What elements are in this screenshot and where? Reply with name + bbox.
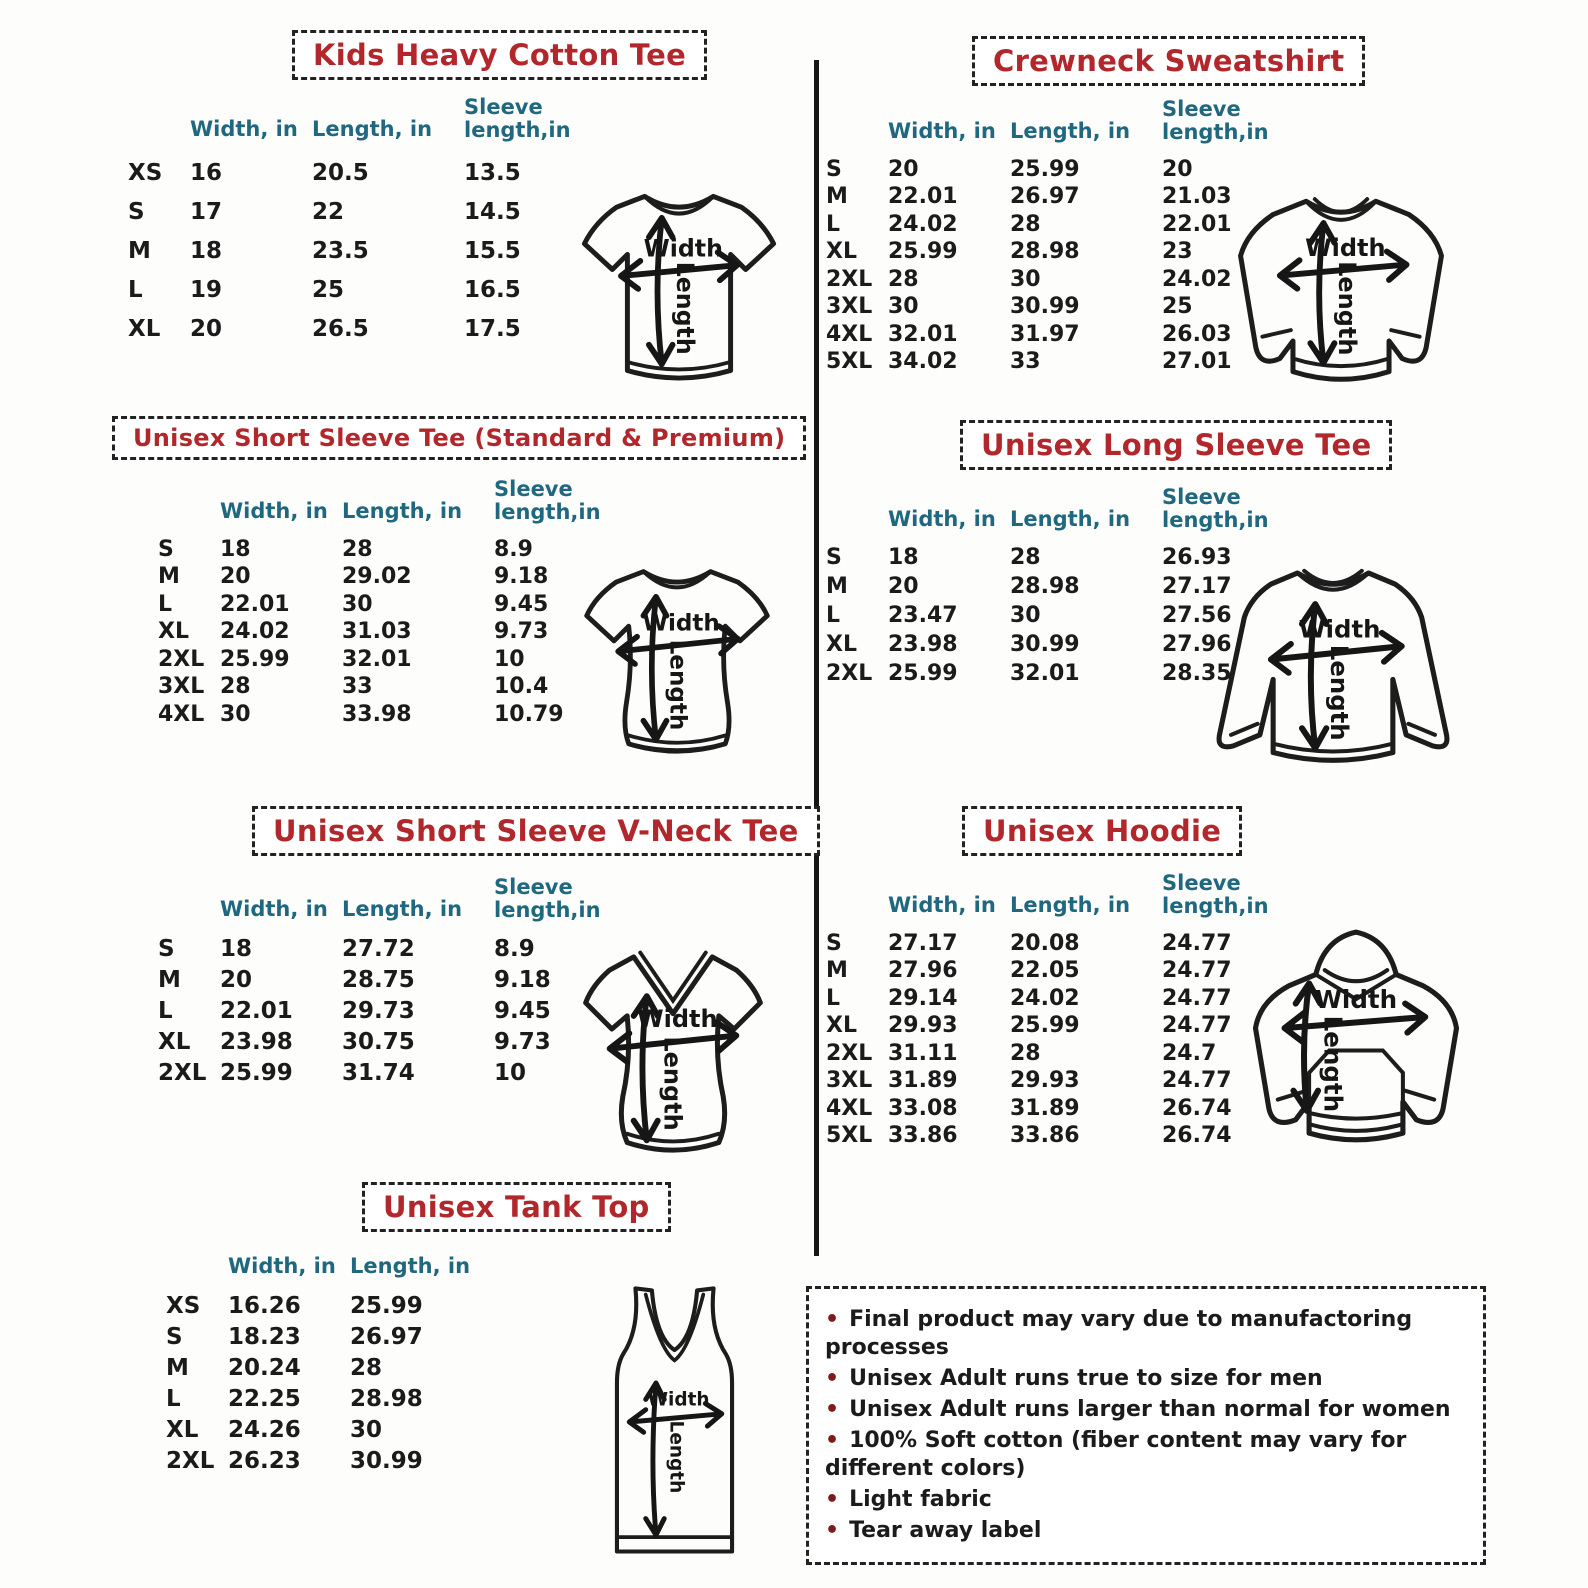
table-row: [128, 231, 594, 270]
measurement-value: 17: [190, 198, 223, 225]
note-text: Tear away label: [849, 1518, 1042, 1543]
measurement-value: 22.25: [228, 1385, 301, 1412]
note-text: 100% Soft cotton (fiber content may vary for different colors): [825, 1428, 1407, 1481]
measurement-value: 24.02: [888, 211, 958, 237]
col-header-size: [166, 1254, 228, 1290]
measurement-value: 23.47: [888, 603, 958, 629]
bullet-icon: •: [825, 1397, 840, 1422]
measurement-value: 24.77: [1162, 1013, 1232, 1039]
width-label: Width: [637, 1004, 718, 1033]
measurement-value: 22.01: [220, 997, 293, 1024]
measurement-value: 25.99: [220, 1059, 293, 1086]
size-label: L: [158, 997, 173, 1024]
table-row: [166, 1414, 502, 1445]
size-label: M: [158, 966, 181, 993]
size-label: S: [826, 930, 842, 956]
size-label: 3XL: [826, 1068, 873, 1094]
size-label: M: [826, 958, 848, 984]
size-label: L: [166, 1385, 181, 1412]
measurement-value: 29.73: [342, 997, 415, 1024]
width-label: Width: [1305, 233, 1386, 262]
measurement-value: 34.02: [888, 349, 958, 375]
measurement-value: 28: [888, 266, 919, 292]
col-header-sleeve: Sleeve length,in: [494, 477, 601, 524]
measurement-value: 30: [1010, 266, 1041, 292]
length-label: Length: [670, 261, 699, 355]
size-label: S: [826, 156, 842, 182]
measurement-value: 14.5: [464, 198, 521, 225]
bullet-icon: •: [825, 1366, 840, 1391]
measurement-value: 26.93: [1162, 545, 1232, 571]
measurement-value: 29.14: [888, 985, 958, 1011]
measurement-value: 22: [312, 198, 345, 225]
measurement-value: 28.98: [350, 1385, 423, 1412]
measurement-value: 25.99: [1010, 1013, 1080, 1039]
table-row: [128, 270, 594, 309]
measurement-value: 31.11: [888, 1040, 958, 1066]
measurement-value: 20: [220, 966, 253, 993]
col-header-length: Length, in: [1010, 507, 1131, 532]
measurement-value: 22.01: [1162, 211, 1232, 237]
measurement-value: 28: [220, 674, 251, 700]
measurement-value: 28: [342, 536, 373, 562]
measurement-value: 28: [1010, 545, 1041, 571]
measurement-value: 32.01: [342, 646, 412, 672]
size-label: XL: [158, 1028, 191, 1055]
measurement-value: 20: [1162, 156, 1193, 182]
measurement-value: 23.98: [220, 1028, 293, 1055]
measurement-value: 22.01: [220, 591, 290, 617]
measurement-value: 23.5: [312, 237, 369, 264]
measurement-value: 31.89: [1010, 1095, 1080, 1121]
note-item: [825, 1306, 1467, 1362]
width-label: Width: [1314, 985, 1398, 1015]
col-header-sleeve: Sleeve length,in: [464, 95, 571, 142]
size-label: 2XL: [826, 266, 873, 292]
measurement-value: 23: [1162, 239, 1193, 265]
unisex-tee-illustration: [548, 538, 806, 790]
measurement-value: 26.74: [1162, 1095, 1232, 1121]
measurement-value: 20: [888, 156, 919, 182]
measurement-value: 28.75: [342, 966, 415, 993]
size-label: 3XL: [158, 674, 205, 700]
measurement-value: 33.98: [342, 701, 412, 727]
table-row: [166, 1321, 502, 1352]
measurement-value: 31.89: [888, 1068, 958, 1094]
measurement-value: 20: [220, 564, 251, 590]
col-header-length: Length, in: [342, 897, 463, 922]
measurement-value: 9.18: [494, 966, 551, 993]
measurement-value: 21.03: [1162, 184, 1232, 210]
size-label: S: [166, 1323, 183, 1350]
measurement-value: 9.45: [494, 591, 549, 617]
measurement-value: 29.93: [1010, 1068, 1080, 1094]
col-header-size: [826, 98, 888, 155]
note-item: [825, 1427, 1467, 1483]
measurement-value: 27.17: [1162, 574, 1232, 600]
column-divider-line: [814, 60, 819, 1256]
size-label: XL: [128, 315, 161, 342]
col-header-width: Width, in: [220, 897, 328, 922]
size-label: XL: [158, 619, 189, 645]
bullet-icon: •: [825, 1307, 840, 1332]
measurement-value: 23.98: [888, 632, 958, 658]
note-item: [825, 1365, 1467, 1393]
col-header-width: Width, in: [888, 507, 996, 532]
measurement-value: 24.7: [1162, 1040, 1217, 1066]
measurement-value: 33: [1010, 349, 1041, 375]
measurement-value: 18: [888, 545, 919, 571]
table-row: [128, 153, 594, 192]
col-header-size: [158, 876, 220, 933]
col-header-width: Width, in: [888, 119, 996, 144]
kids-tee-illustration: [545, 162, 813, 420]
measurement-value: 26.03: [1162, 321, 1232, 347]
measurement-value: 30: [350, 1416, 383, 1443]
measurement-value: 20: [190, 315, 223, 342]
size-label: XS: [166, 1292, 201, 1319]
measurement-value: 30: [888, 294, 919, 320]
length-label: Length: [1318, 1015, 1348, 1113]
section-title: Unisex Long Sleeve Tee: [960, 420, 1392, 470]
size-label: 2XL: [826, 1040, 873, 1066]
long-sleeve-tee-illustration: [1182, 542, 1484, 808]
size-label: 4XL: [826, 321, 873, 347]
table-row: [166, 1352, 502, 1383]
size-label: M: [166, 1354, 189, 1381]
length-label: Length: [664, 639, 691, 731]
size-label: 2XL: [158, 646, 205, 672]
measurement-value: 27.01: [1162, 349, 1232, 375]
col-header-size: [826, 872, 888, 929]
measurement-value: 30.75: [342, 1028, 415, 1055]
tank-top-illustration: [582, 1262, 767, 1582]
size-label: 4XL: [158, 701, 205, 727]
col-header-sleeve: Sleeve length,in: [1162, 97, 1269, 144]
measurement-value: 30.99: [1010, 294, 1080, 320]
size-label: 2XL: [158, 1059, 207, 1086]
measurement-value: 33.08: [888, 1095, 958, 1121]
measurement-value: 24.26: [228, 1416, 301, 1443]
measurement-value: 27.96: [1162, 632, 1232, 658]
measurement-value: 22.01: [888, 184, 958, 210]
measurement-value: 28: [1010, 211, 1041, 237]
size-label: M: [826, 574, 848, 600]
measurement-value: 30: [220, 701, 251, 727]
measurement-value: 22.05: [1010, 958, 1080, 984]
size-label: M: [158, 564, 180, 590]
size-label: 4XL: [826, 1095, 873, 1121]
vneck-tee-illustration: [542, 922, 804, 1184]
section-title: Crewneck Sweatshirt: [972, 36, 1365, 86]
table-row: [166, 1383, 502, 1414]
measurement-value: 31.97: [1010, 321, 1080, 347]
measurement-value: 13.5: [464, 159, 521, 186]
note-item: [825, 1517, 1467, 1545]
size-label: 2XL: [166, 1447, 215, 1474]
size-label: L: [826, 211, 841, 237]
measurement-value: 25.99: [350, 1292, 423, 1319]
hoodie-illustration: [1222, 912, 1490, 1180]
size-label: XS: [128, 159, 163, 186]
measurement-value: 15.5: [464, 237, 521, 264]
col-header-sleeve: Sleeve length,in: [494, 875, 601, 922]
size-label: L: [128, 276, 143, 303]
col-header-width: Width, in: [220, 499, 328, 524]
note-item: [825, 1486, 1467, 1514]
size-label: L: [826, 603, 841, 629]
measurement-value: 27.56: [1162, 603, 1232, 629]
measurement-value: 20.5: [312, 159, 369, 186]
measurement-value: 30.99: [350, 1447, 423, 1474]
table-row: [128, 309, 594, 348]
section-title: Kids Heavy Cotton Tee: [292, 30, 707, 80]
size-label: S: [158, 536, 174, 562]
col-header-length: Length, in: [312, 117, 433, 142]
measurement-value: 32.01: [1010, 661, 1080, 687]
measurement-value: 30.99: [1010, 632, 1080, 658]
measurement-value: 20.08: [1010, 930, 1080, 956]
size-label: XL: [826, 632, 857, 658]
bullet-icon: •: [825, 1487, 840, 1512]
measurement-value: 26.97: [350, 1323, 423, 1350]
note-text: Final product may vary due to manufactoring processes: [825, 1307, 1413, 1360]
measurement-value: 31.03: [342, 619, 412, 645]
size-label: M: [128, 237, 151, 264]
measurement-value: 10.79: [494, 701, 564, 727]
note-text: Unisex Adult runs larger than normal for women: [849, 1397, 1451, 1422]
length-label: Length: [658, 1036, 687, 1131]
measurement-value: 18: [220, 935, 253, 962]
measurement-value: 17.5: [464, 315, 521, 342]
measurement-value: 25.99: [1010, 156, 1080, 182]
measurement-value: 31.74: [342, 1059, 415, 1086]
size-label: L: [826, 985, 841, 1011]
measurement-value: 25.99: [888, 239, 958, 265]
measurement-value: 29.93: [888, 1013, 958, 1039]
width-label: Width: [647, 1389, 710, 1411]
size-label: XL: [826, 1013, 857, 1039]
size-label: M: [826, 184, 848, 210]
measurement-value: 18: [190, 237, 223, 264]
length-label: Length: [665, 1420, 687, 1494]
measurement-value: 16.26: [228, 1292, 301, 1319]
section-title: Unisex Short Sleeve Tee (Standard & Premium): [112, 416, 806, 460]
measurement-value: 24.02: [1010, 985, 1080, 1011]
col-header-sleeve: Sleeve length,in: [1162, 485, 1269, 532]
measurement-value: 25.99: [220, 646, 290, 672]
measurement-value: 16.5: [464, 276, 521, 303]
measurement-value: 24.77: [1162, 930, 1232, 956]
measurement-value: 27.72: [342, 935, 415, 962]
measurement-value: 10: [494, 1059, 527, 1086]
measurement-value: 25.99: [888, 661, 958, 687]
col-header-length: Length, in: [342, 499, 463, 524]
measurement-value: 28: [350, 1354, 383, 1381]
crewneck-illustration: [1192, 162, 1490, 424]
size-table-tank-top: [166, 1254, 502, 1476]
measurement-value: 30: [342, 591, 373, 617]
bullet-icon: •: [825, 1428, 840, 1453]
measurement-value: 19: [190, 276, 223, 303]
section-title: Unisex Hoodie: [962, 806, 1242, 856]
size-label: 5XL: [826, 349, 873, 375]
measurement-value: 8.9: [494, 935, 535, 962]
notes-list: [825, 1306, 1467, 1545]
col-header-length: Length, in: [1010, 893, 1131, 918]
measurement-value: 28.35: [1162, 661, 1232, 687]
size-label: L: [158, 591, 173, 617]
length-label: Length: [1332, 261, 1361, 356]
measurement-value: 26.97: [1010, 184, 1080, 210]
size-label: XL: [166, 1416, 199, 1443]
measurement-value: 10: [494, 646, 525, 672]
size-label: 5XL: [826, 1123, 873, 1149]
measurement-value: 18.23: [228, 1323, 301, 1350]
measurement-value: 9.45: [494, 997, 551, 1024]
size-table-kids-tee: [128, 96, 594, 348]
measurement-value: 30: [1010, 603, 1041, 629]
measurement-value: 24.77: [1162, 958, 1232, 984]
measurement-value: 26.23: [228, 1447, 301, 1474]
width-label: Width: [643, 234, 723, 263]
measurement-value: 16: [190, 159, 223, 186]
note-item: [825, 1396, 1467, 1424]
measurement-value: 24.02: [220, 619, 290, 645]
size-label: 2XL: [826, 661, 873, 687]
measurement-value: 20: [888, 574, 919, 600]
note-text: Light fabric: [849, 1487, 992, 1512]
col-header-size: [158, 478, 220, 535]
size-label: S: [158, 935, 175, 962]
measurement-value: 27.17: [888, 930, 958, 956]
col-header-width: Width, in: [228, 1254, 336, 1278]
width-label: Width: [1298, 614, 1381, 644]
size-label: S: [826, 545, 842, 571]
measurement-value: 10.4: [494, 674, 549, 700]
measurement-value: 26.74: [1162, 1123, 1232, 1149]
measurement-value: 24.77: [1162, 985, 1232, 1011]
col-header-width: Width, in: [190, 117, 298, 142]
bullet-icon: •: [825, 1518, 840, 1543]
measurement-value: 25: [1162, 294, 1193, 320]
note-text: Unisex Adult runs true to size for men: [849, 1366, 1323, 1391]
measurement-value: 24.77: [1162, 1068, 1232, 1094]
col-header-width: Width, in: [888, 893, 996, 918]
col-header-sleeve: Sleeve length,in: [1162, 871, 1269, 918]
measurement-value: 28: [1010, 1040, 1041, 1066]
size-label: 3XL: [826, 294, 873, 320]
measurement-value: 8.9: [494, 536, 533, 562]
measurement-value: 9.18: [494, 564, 549, 590]
measurement-value: 20.24: [228, 1354, 301, 1381]
measurement-value: 33.86: [888, 1123, 958, 1149]
size-label: XL: [826, 239, 857, 265]
measurement-value: 33.86: [1010, 1123, 1080, 1149]
table-row: [166, 1290, 502, 1321]
table-row: [128, 192, 594, 231]
width-label: Width: [642, 610, 720, 637]
table-row: [166, 1445, 502, 1476]
measurement-value: 29.02: [342, 564, 412, 590]
product-notes-box: [806, 1286, 1486, 1565]
section-title: Unisex Tank Top: [362, 1182, 671, 1232]
col-header-length: Length, in: [1010, 119, 1131, 144]
measurement-value: 26.5: [312, 315, 369, 342]
section-title: Unisex Short Sleeve V-Neck Tee: [252, 806, 820, 856]
measurement-value: 33: [342, 674, 373, 700]
col-header-size: [826, 486, 888, 543]
measurement-value: 28.98: [1010, 574, 1080, 600]
measurement-value: 25: [312, 276, 345, 303]
measurement-value: 24.02: [1162, 266, 1232, 292]
length-label: Length: [1324, 644, 1354, 741]
measurement-value: 9.73: [494, 619, 549, 645]
measurement-value: 9.73: [494, 1028, 551, 1055]
measurement-value: 18: [220, 536, 251, 562]
measurement-value: 27.96: [888, 958, 958, 984]
size-label: S: [128, 198, 145, 225]
col-header-length: Length, in: [350, 1254, 471, 1278]
measurement-value: 32.01: [888, 321, 958, 347]
col-header-size: [128, 96, 190, 153]
measurement-value: 28.98: [1010, 239, 1080, 265]
